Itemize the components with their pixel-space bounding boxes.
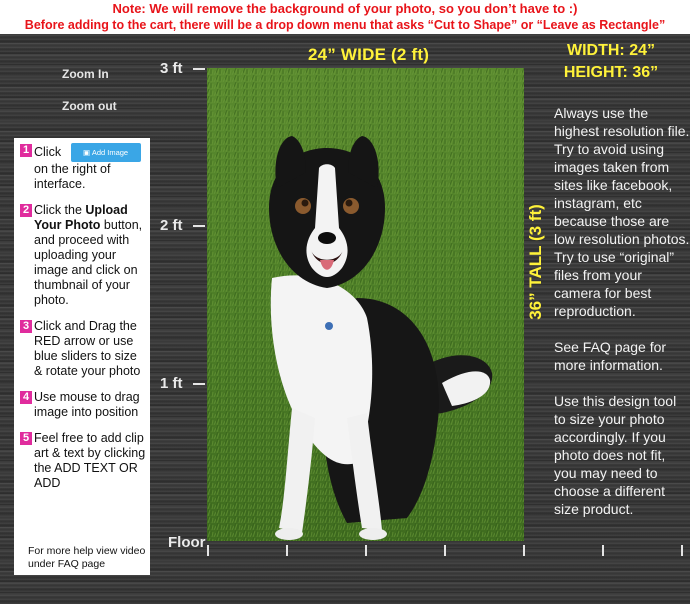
background-removal-notice — [0, 0, 690, 34]
step-1-text-pre: Click — [34, 144, 62, 159]
floor-tick — [365, 545, 367, 556]
floor-tick — [444, 545, 446, 556]
step-1-text-post: on the right of interface. — [34, 162, 111, 191]
uploaded-dog-photo[interactable] — [207, 68, 524, 541]
add-image-button[interactable] — [71, 143, 141, 162]
ruler-label-2ft: 2 ft — [160, 217, 183, 234]
zoom-out-button[interactable]: Zoom out — [62, 99, 117, 113]
image-icon: ▣ — [83, 148, 91, 157]
ruler-tick-2ft — [193, 225, 205, 227]
height-readout: HEIGHT: 36” — [563, 64, 659, 81]
zoom-in-button[interactable]: Zoom In — [62, 67, 109, 81]
faq-tip: See FAQ page for more information. — [554, 339, 667, 373]
width-size-label: 24” WIDE (2 ft) — [308, 45, 430, 64]
step-2 — [20, 203, 146, 308]
step-number-badge: 5 — [20, 432, 32, 445]
floor-tick — [523, 545, 525, 556]
help-video-note: For more help view video under FAQ page — [28, 545, 146, 570]
step-number-badge: 3 — [20, 320, 32, 333]
step-3-text: Click and Drag the RED arrow or use blue sliders to size & rotate your photo — [34, 319, 141, 378]
ruler-tick-1ft — [193, 383, 205, 385]
design-canvas[interactable] — [0, 34, 690, 604]
floor-tick — [207, 545, 209, 556]
ruler-label-1ft: 1 ft — [160, 375, 183, 392]
step-2-text-post: button, and proceed with uploading your image and click on thumbnail of your photo. — [34, 218, 143, 307]
floor-tick — [286, 545, 288, 556]
ruler-label-3ft: 3 ft — [160, 60, 183, 77]
step-1 — [20, 143, 146, 192]
width-readout: WIDTH: 24” — [567, 42, 655, 59]
step-5-text: Feel free to add clip art & text by clicking the ADD TEXT OR ADD — [34, 431, 146, 490]
dog-photo-image — [207, 68, 524, 541]
floor-tick — [602, 545, 604, 556]
step-number-badge: 1 — [20, 144, 32, 157]
step-4-text: Use mouse to drag image into position — [34, 390, 140, 419]
step-4 — [20, 390, 146, 420]
resolution-tip: Always use the highest resolution file. Try to avoid using images taken from sites like facebook, instagram, etc because those are low resolution photos. Try to use “original” files from your camera for best reproduction. — [554, 105, 690, 319]
step-3 — [20, 319, 146, 379]
ruler-tick-3ft — [193, 68, 205, 70]
add-image-button-label: Add Image — [91, 148, 129, 157]
step-number-badge: 2 — [20, 204, 32, 217]
notice-line-1: Note: We will remove the background of your photo, so you don’t have to :) — [112, 1, 578, 16]
step-number-badge: 4 — [20, 391, 32, 404]
floor-tick — [681, 545, 683, 556]
height-size-label: 36” TALL (3 ft) — [526, 204, 545, 320]
photo-tips-panel — [554, 104, 690, 536]
sizing-tip: Use this design tool to size your photo accordingly. If you photo does not fit, you may need to choose a different size product. — [554, 393, 677, 517]
instructions-panel — [14, 138, 150, 575]
step-2-text-pre: Click the — [34, 203, 86, 217]
dimensions-readout — [541, 40, 681, 84]
floor-label: Floor — [168, 534, 206, 551]
step-2-text-bold: Upload Your Photo — [34, 203, 128, 232]
notice-line-2: Before adding to the cart, there will be a drop down menu that asks “Cut to Shape” or “Leave as Rectangle” — [24, 18, 666, 32]
step-5 — [20, 431, 146, 491]
